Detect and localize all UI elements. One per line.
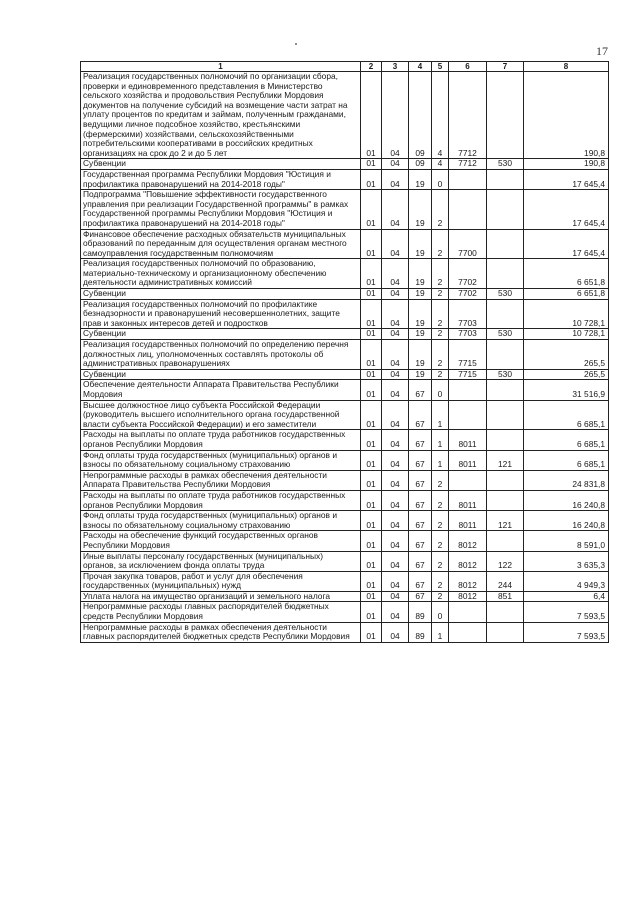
- row-amount: 3 635,3: [524, 551, 609, 571]
- row-name: Субвенции: [81, 369, 361, 380]
- code-subsection: 04: [382, 229, 409, 259]
- table-row: [81, 622, 609, 642]
- code-subsection: 04: [382, 380, 409, 400]
- row-name: Расходы на выплаты по оплате труда работников государственных органов Республики Мордовия: [81, 490, 361, 510]
- code-section: 01: [361, 430, 382, 450]
- code-section: 01: [361, 490, 382, 510]
- code-subsection: 04: [382, 299, 409, 329]
- code-subsection: 04: [382, 400, 409, 430]
- code-expense-type: 530: [487, 159, 524, 170]
- code-direction: [449, 470, 487, 490]
- table-row: [81, 169, 609, 189]
- code-program: 19: [409, 299, 432, 329]
- code-subsection: 04: [382, 259, 409, 289]
- code-program: 67: [409, 490, 432, 510]
- row-name: Расходы на выплаты по оплате труда работников государственных органов Республики Мордовия: [81, 430, 361, 450]
- code-expense-type: 530: [487, 369, 524, 380]
- code-direction: 7702: [449, 259, 487, 289]
- code-subprogram: 1: [432, 622, 449, 642]
- code-direction: [449, 622, 487, 642]
- code-section: 01: [361, 591, 382, 602]
- row-name: Прочая закупка товаров, работ и услуг для обеспечения государственных (муниципальных) нужд: [81, 571, 361, 591]
- code-program: 19: [409, 169, 432, 189]
- table-row: [81, 289, 609, 300]
- table-row: [81, 511, 609, 531]
- code-section: 01: [361, 531, 382, 551]
- row-amount: 24 831,8: [524, 470, 609, 490]
- row-amount: 8 591,0: [524, 531, 609, 551]
- code-expense-type: [487, 602, 524, 622]
- code-section: 01: [361, 622, 382, 642]
- code-subprogram: 2: [432, 369, 449, 380]
- table-row: [81, 490, 609, 510]
- code-subprogram: 0: [432, 169, 449, 189]
- code-program: 67: [409, 531, 432, 551]
- code-program: 89: [409, 602, 432, 622]
- row-name: Субвенции: [81, 289, 361, 300]
- row-amount: 190,8: [524, 159, 609, 170]
- code-program: 67: [409, 511, 432, 531]
- code-direction: [449, 400, 487, 430]
- code-expense-type: [487, 169, 524, 189]
- code-direction: 7703: [449, 329, 487, 340]
- row-name: Субвенции: [81, 159, 361, 170]
- code-direction: [449, 169, 487, 189]
- code-subsection: 04: [382, 531, 409, 551]
- code-program: 09: [409, 72, 432, 159]
- code-section: 01: [361, 340, 382, 370]
- row-name: Иные выплаты персоналу государственных (муниципальных) органов, за исключением фонда оплаты труда: [81, 551, 361, 571]
- row-name: Государственная программа Республики Мордовия "Юстиция и профилактика правонарушений на 2014-2018 годы": [81, 169, 361, 189]
- column-header: 7: [487, 62, 524, 72]
- code-subprogram: 2: [432, 289, 449, 300]
- code-subsection: 04: [382, 369, 409, 380]
- code-expense-type: 530: [487, 329, 524, 340]
- table-row: [81, 329, 609, 340]
- code-expense-type: 851: [487, 591, 524, 602]
- table-row: [81, 591, 609, 602]
- code-subsection: 04: [382, 622, 409, 642]
- code-program: 67: [409, 450, 432, 470]
- code-expense-type: 530: [487, 289, 524, 300]
- code-subsection: 04: [382, 511, 409, 531]
- code-subprogram: 1: [432, 430, 449, 450]
- code-section: 01: [361, 159, 382, 170]
- code-program: 67: [409, 470, 432, 490]
- scan-speck: [295, 43, 297, 45]
- code-expense-type: 121: [487, 450, 524, 470]
- row-amount: 6,4: [524, 591, 609, 602]
- code-section: 01: [361, 511, 382, 531]
- row-name: Реализация государственных полномочий по профилактике безнадзорности и правонарушений несовершеннолетних, защите прав и законных интересов детей и подростков: [81, 299, 361, 329]
- table-row: [81, 531, 609, 551]
- code-expense-type: 122: [487, 551, 524, 571]
- code-expense-type: [487, 622, 524, 642]
- table-row: [81, 470, 609, 490]
- code-section: 01: [361, 169, 382, 189]
- code-subsection: 04: [382, 470, 409, 490]
- code-direction: 7712: [449, 72, 487, 159]
- column-header: 5: [432, 62, 449, 72]
- code-direction: 8011: [449, 430, 487, 450]
- code-program: 89: [409, 622, 432, 642]
- code-direction: 7715: [449, 369, 487, 380]
- code-subsection: 04: [382, 169, 409, 189]
- code-direction: 8012: [449, 571, 487, 591]
- row-name: Реализация государственных полномочий по организации сбора, проверки и единовременного представления в Министерство сельского хозяйства и продовольствия Республики Мордовия документов на получение субсидий на возмещение части затрат на уплату процентов по кредитам и займам, полученным гражданами, ведущими личное подсобное хозяйство, крестьянскими (фермерскими) хозяйствами, сельскохозяйственными потребительскими кооперативами в российских кредитных организациях на срок до 2 и до 5 лет: [81, 72, 361, 159]
- code-section: 01: [361, 190, 382, 229]
- code-subsection: 04: [382, 190, 409, 229]
- code-subprogram: 4: [432, 72, 449, 159]
- code-direction: 8012: [449, 551, 487, 571]
- code-section: 01: [361, 571, 382, 591]
- code-direction: [449, 380, 487, 400]
- table-row: [81, 430, 609, 450]
- code-subsection: 04: [382, 450, 409, 470]
- table-row: [81, 380, 609, 400]
- code-program: 19: [409, 329, 432, 340]
- code-program: 67: [409, 551, 432, 571]
- code-subprogram: 2: [432, 511, 449, 531]
- code-section: 01: [361, 602, 382, 622]
- row-amount: 6 685,1: [524, 400, 609, 430]
- code-subsection: 04: [382, 490, 409, 510]
- code-expense-type: [487, 72, 524, 159]
- row-amount: 10 728,1: [524, 329, 609, 340]
- column-header: 8: [524, 62, 609, 72]
- code-expense-type: [487, 531, 524, 551]
- row-amount: 6 651,8: [524, 289, 609, 300]
- row-amount: 17 645,4: [524, 229, 609, 259]
- code-expense-type: [487, 259, 524, 289]
- page-number: 17: [596, 44, 608, 58]
- table-row: [81, 369, 609, 380]
- code-direction: 7715: [449, 340, 487, 370]
- table-row: [81, 602, 609, 622]
- row-name: Высшее должностное лицо субъекта Российской Федерации (руководитель высшего исполнительного органа государственной власти субъекта Российской Федерации) и его заместители: [81, 400, 361, 430]
- row-amount: 6 685,1: [524, 450, 609, 470]
- code-direction: 8012: [449, 591, 487, 602]
- code-subsection: 04: [382, 340, 409, 370]
- row-name: Реализация государственных полномочий по определению перечня должностных лиц, уполномоченных составлять протоколы об административных правонарушениях: [81, 340, 361, 370]
- row-name: Непрограммные расходы в рамках обеспечения деятельности Аппарата Правительства Республики Мордовия: [81, 470, 361, 490]
- row-name: Фонд оплаты труда государственных (муниципальных) органов и взносы по обязательному социальному страхованию: [81, 511, 361, 531]
- row-name: Подпрограмма "Повышение эффективности государственного управления при реализации Государственной программы" в рамках Государственной программы Республики Мордовия "Юстиция и профилактика правонарушений на 2014-2018 годы": [81, 190, 361, 229]
- code-section: 01: [361, 229, 382, 259]
- row-name: Субвенции: [81, 329, 361, 340]
- code-expense-type: [487, 340, 524, 370]
- code-subprogram: 2: [432, 340, 449, 370]
- code-program: 19: [409, 259, 432, 289]
- code-expense-type: 244: [487, 571, 524, 591]
- row-amount: 7 593,5: [524, 602, 609, 622]
- code-direction: 7702: [449, 289, 487, 300]
- code-section: 01: [361, 259, 382, 289]
- code-program: 19: [409, 190, 432, 229]
- budget-table: [80, 61, 609, 643]
- code-section: 01: [361, 299, 382, 329]
- code-program: 09: [409, 159, 432, 170]
- code-subprogram: 0: [432, 380, 449, 400]
- table-row: [81, 259, 609, 289]
- code-section: 01: [361, 329, 382, 340]
- code-program: 67: [409, 430, 432, 450]
- code-program: 67: [409, 380, 432, 400]
- code-direction: 8012: [449, 531, 487, 551]
- code-direction: 8011: [449, 450, 487, 470]
- code-subsection: 04: [382, 72, 409, 159]
- column-header: 4: [409, 62, 432, 72]
- code-section: 01: [361, 289, 382, 300]
- code-expense-type: [487, 229, 524, 259]
- code-subprogram: 2: [432, 229, 449, 259]
- row-name: Фонд оплаты труда государственных (муниципальных) органов и взносы по обязательному социальному страхованию: [81, 450, 361, 470]
- code-expense-type: [487, 490, 524, 510]
- code-subprogram: 2: [432, 490, 449, 510]
- row-name: Финансовое обеспечение расходных обязательств муниципальных образований по переданным для осуществления органам местного самоуправления государственным полномочиям: [81, 229, 361, 259]
- table-row: [81, 450, 609, 470]
- code-expense-type: [487, 470, 524, 490]
- row-amount: 4 949,3: [524, 571, 609, 591]
- code-subprogram: 2: [432, 190, 449, 229]
- row-amount: 17 645,4: [524, 169, 609, 189]
- row-name: Обеспечение деятельности Аппарата Правительства Республики Мордовия: [81, 380, 361, 400]
- code-direction: 7712: [449, 159, 487, 170]
- table-row: [81, 400, 609, 430]
- code-section: 01: [361, 450, 382, 470]
- code-direction: 7700: [449, 229, 487, 259]
- code-subprogram: 2: [432, 551, 449, 571]
- row-name: Реализация государственных полномочий по образованию, материально-техническому и организационному обеспечению деятельности административных комиссий: [81, 259, 361, 289]
- code-subprogram: 2: [432, 259, 449, 289]
- header-row: [81, 62, 609, 72]
- row-amount: 7 593,5: [524, 622, 609, 642]
- row-amount: 265,5: [524, 340, 609, 370]
- code-subprogram: 2: [432, 571, 449, 591]
- code-subprogram: 2: [432, 591, 449, 602]
- code-section: 01: [361, 400, 382, 430]
- row-amount: 10 728,1: [524, 299, 609, 329]
- code-direction: 8011: [449, 511, 487, 531]
- code-program: 67: [409, 591, 432, 602]
- table-row: [81, 571, 609, 591]
- code-expense-type: [487, 190, 524, 229]
- table-row: [81, 551, 609, 571]
- table-row: [81, 340, 609, 370]
- table-row: [81, 72, 609, 159]
- row-name: Уплата налога на имущество организаций и земельного налога: [81, 591, 361, 602]
- row-name: Непрограммные расходы главных распорядителей бюджетных средств Республики Мордовия: [81, 602, 361, 622]
- column-header: 1: [81, 62, 361, 72]
- code-program: 67: [409, 400, 432, 430]
- code-subprogram: 4: [432, 159, 449, 170]
- code-expense-type: 121: [487, 511, 524, 531]
- code-subsection: 04: [382, 430, 409, 450]
- code-expense-type: [487, 380, 524, 400]
- code-section: 01: [361, 72, 382, 159]
- table-row: [81, 299, 609, 329]
- code-program: 19: [409, 289, 432, 300]
- code-subsection: 04: [382, 571, 409, 591]
- code-section: 01: [361, 369, 382, 380]
- code-direction: [449, 602, 487, 622]
- code-expense-type: [487, 299, 524, 329]
- code-expense-type: [487, 400, 524, 430]
- code-subsection: 04: [382, 602, 409, 622]
- table-row: [81, 190, 609, 229]
- row-amount: 16 240,8: [524, 490, 609, 510]
- code-subsection: 04: [382, 329, 409, 340]
- code-direction: 8011: [449, 490, 487, 510]
- row-amount: 17 645,4: [524, 190, 609, 229]
- row-name: Расходы на обеспечение функций государственных органов Республики Мордовия: [81, 531, 361, 551]
- code-subprogram: 2: [432, 531, 449, 551]
- column-header: 3: [382, 62, 409, 72]
- table-row: [81, 229, 609, 259]
- row-amount: 6 685,1: [524, 430, 609, 450]
- code-section: 01: [361, 470, 382, 490]
- column-header: 6: [449, 62, 487, 72]
- code-program: 67: [409, 571, 432, 591]
- code-direction: 7703: [449, 299, 487, 329]
- row-amount: 190,8: [524, 72, 609, 159]
- row-name: Непрограммные расходы в рамках обеспечения деятельности главных распорядителей бюджетных средств Республики Мордовия: [81, 622, 361, 642]
- code-subsection: 04: [382, 289, 409, 300]
- row-amount: 265,5: [524, 369, 609, 380]
- code-program: 19: [409, 229, 432, 259]
- code-subprogram: 2: [432, 299, 449, 329]
- code-program: 19: [409, 369, 432, 380]
- code-subsection: 04: [382, 551, 409, 571]
- code-direction: [449, 190, 487, 229]
- code-section: 01: [361, 380, 382, 400]
- row-amount: 31 516,9: [524, 380, 609, 400]
- table-row: [81, 159, 609, 170]
- row-amount: 16 240,8: [524, 511, 609, 531]
- code-program: 19: [409, 340, 432, 370]
- column-header: 2: [361, 62, 382, 72]
- code-subprogram: 1: [432, 450, 449, 470]
- code-subprogram: 2: [432, 470, 449, 490]
- code-subprogram: 1: [432, 400, 449, 430]
- code-subprogram: 2: [432, 329, 449, 340]
- code-subsection: 04: [382, 591, 409, 602]
- row-amount: 6 651,8: [524, 259, 609, 289]
- code-subprogram: 0: [432, 602, 449, 622]
- code-section: 01: [361, 551, 382, 571]
- code-subsection: 04: [382, 159, 409, 170]
- code-expense-type: [487, 430, 524, 450]
